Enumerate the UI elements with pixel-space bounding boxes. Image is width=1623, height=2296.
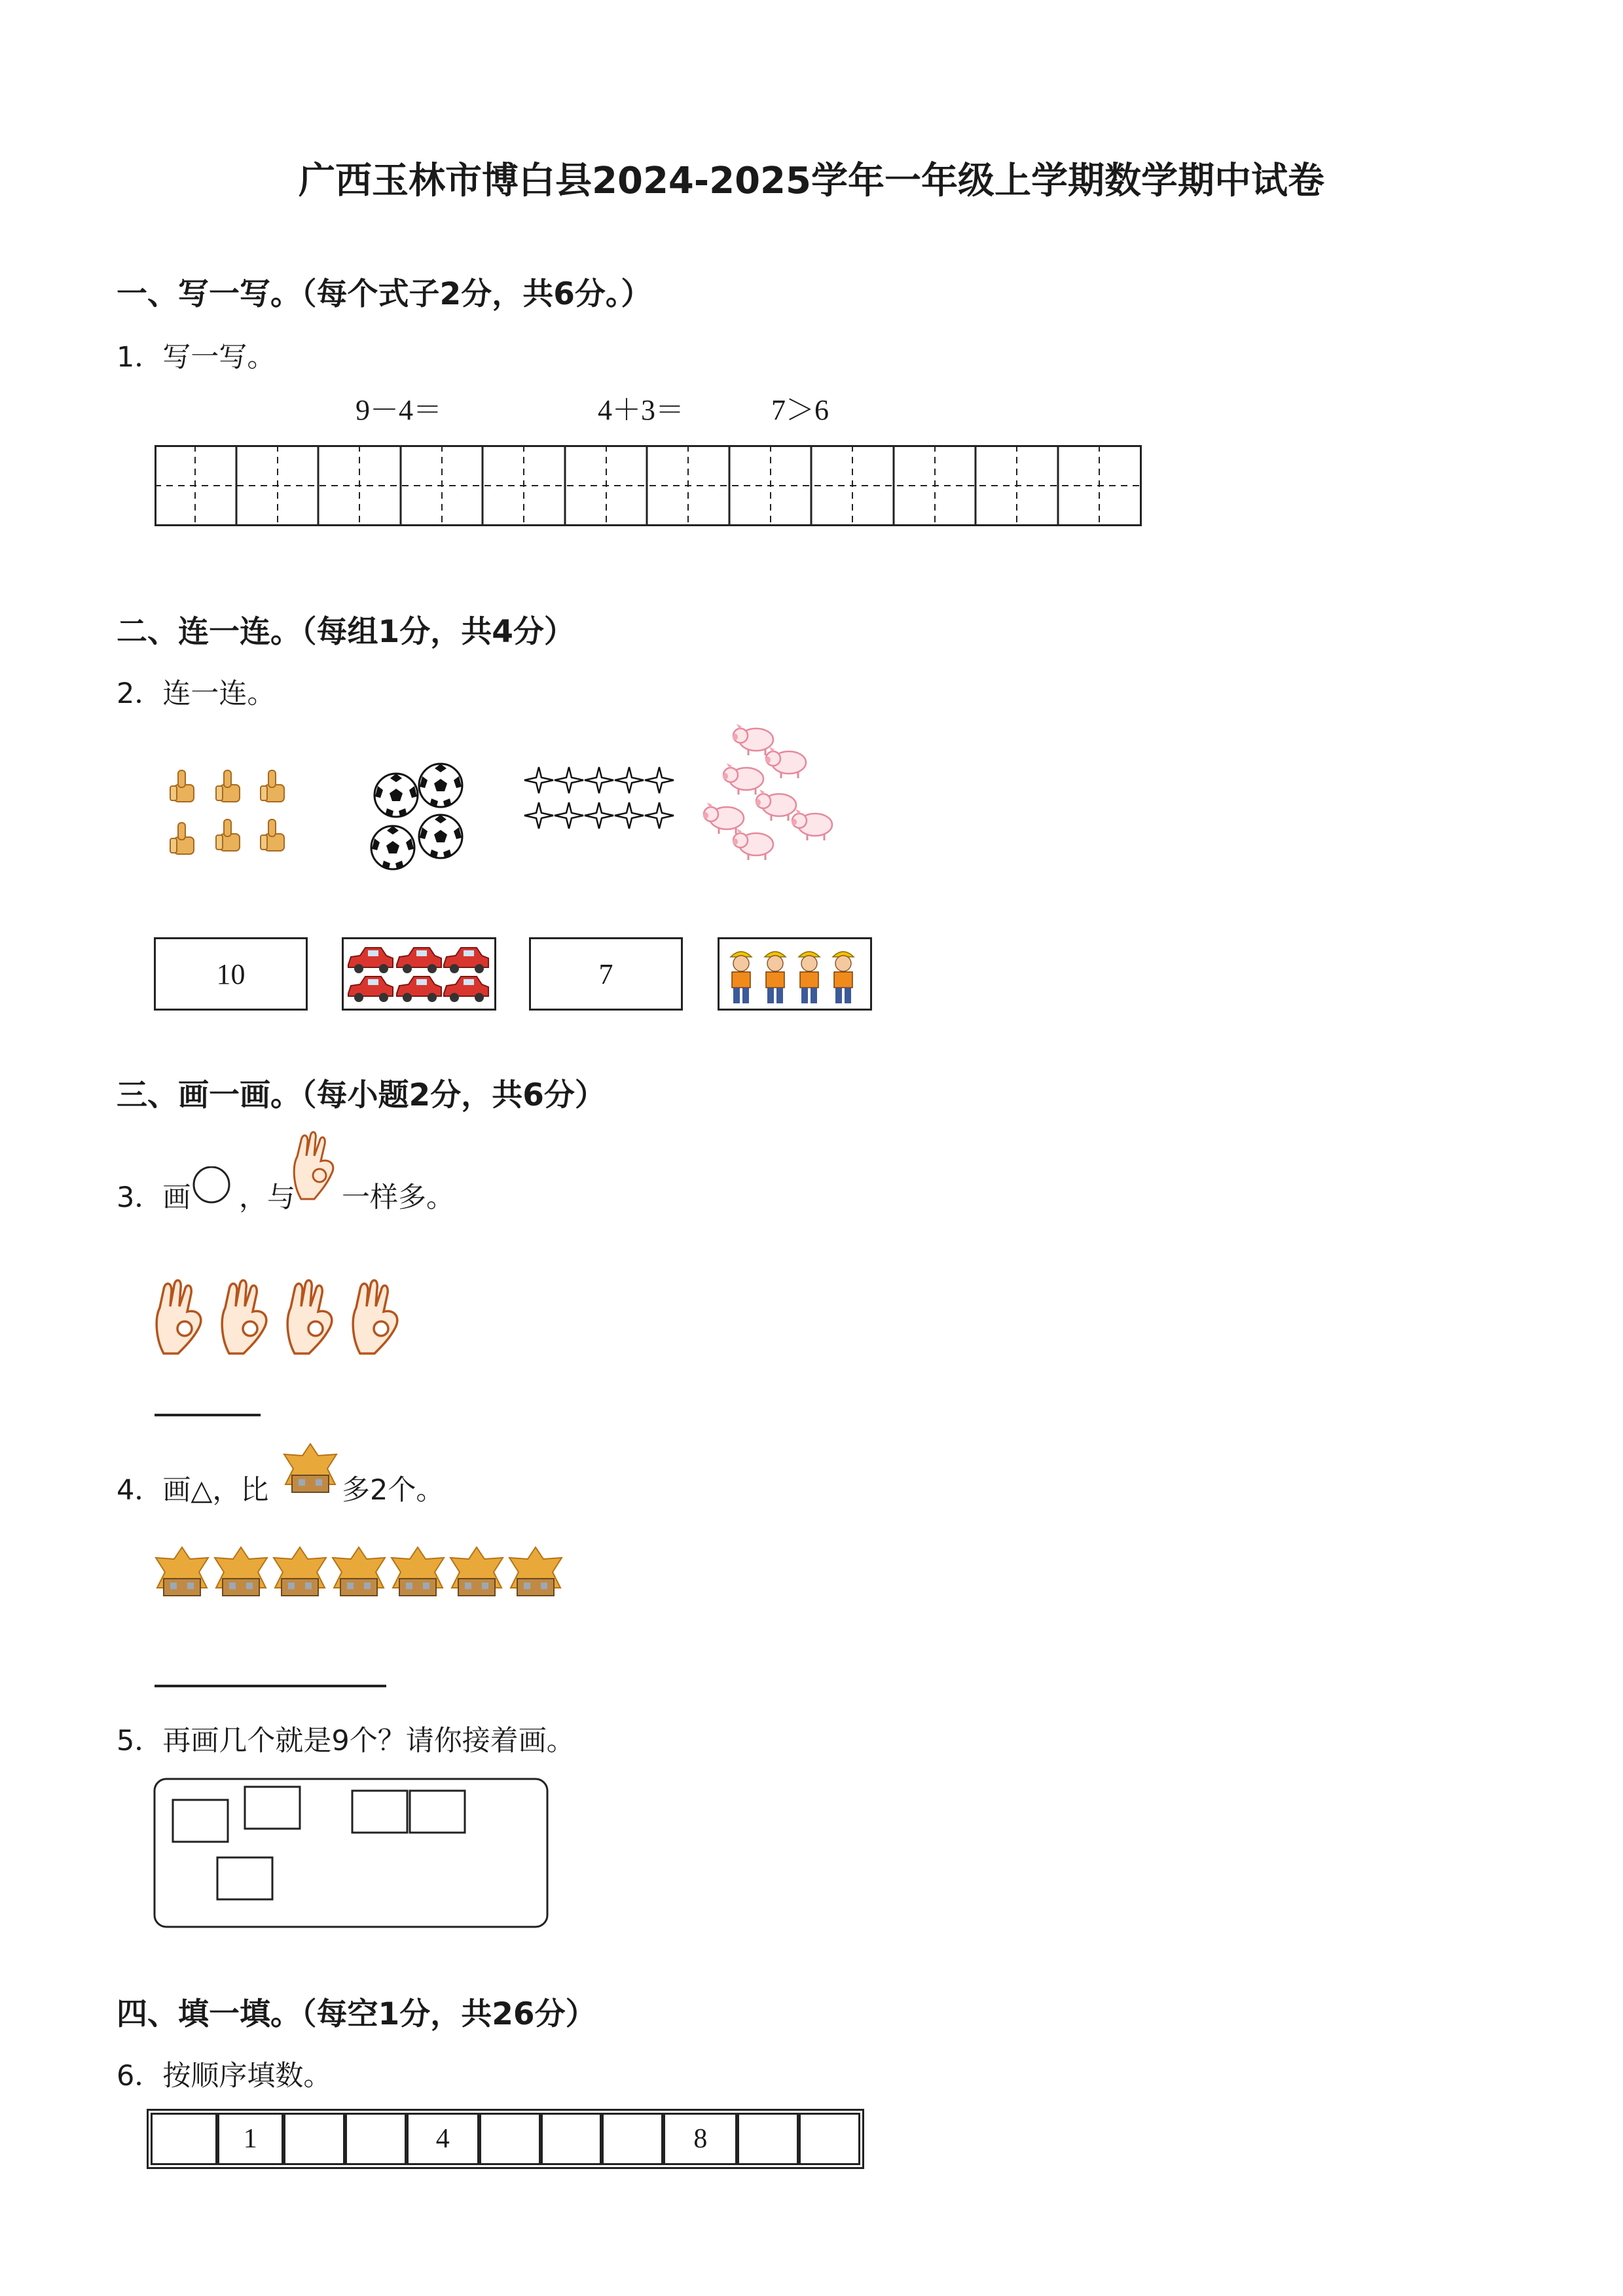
square-icon <box>217 1857 272 1899</box>
sequence-cell[interactable] <box>602 2113 663 2165</box>
house-icon <box>280 1440 340 1499</box>
soccer-ball-icon <box>374 774 418 817</box>
pig-icon <box>756 789 796 821</box>
soccer-ball-icon <box>419 764 462 807</box>
square-shapes <box>173 1787 465 1899</box>
ok-hand-icon <box>287 1280 332 1354</box>
sequence-cell[interactable]: 1 <box>217 2113 284 2165</box>
star-group[interactable] <box>520 759 691 838</box>
workers-box[interactable] <box>718 937 872 1011</box>
star-icon <box>615 802 644 829</box>
pig-icon <box>733 829 773 860</box>
star-icon <box>645 802 674 829</box>
square-icon <box>245 1787 300 1829</box>
section-heading-1: 一、写一写。（每个式子2分，共6分。） <box>117 276 652 312</box>
page-title: 广西玉林市博白县2024-2025学年一年级上学期数学期中试卷 <box>299 160 1324 202</box>
answer-box-number-10[interactable]: 10 <box>154 937 308 1011</box>
house-icon <box>274 1547 326 1596</box>
expression-2: 4＋3＝ <box>598 394 684 426</box>
star-icon <box>645 767 674 793</box>
pig-icon <box>733 724 773 755</box>
house-icon <box>333 1547 385 1596</box>
house-icon <box>156 1547 208 1596</box>
expression-1: 9－4＝ <box>356 394 442 426</box>
ok-hand-icon <box>222 1280 266 1354</box>
question-1-label: 1．写一写。 <box>117 341 276 374</box>
house-icon <box>450 1547 503 1596</box>
section-heading-2: 二、连一连。（每组1分，共4分） <box>117 614 575 650</box>
question-4-prefix: 4．画△，比 <box>117 1474 269 1507</box>
sequence-cell[interactable]: 8 <box>663 2113 737 2165</box>
soccer-ball-group[interactable] <box>363 759 481 877</box>
ok-hand-icon <box>156 1280 201 1354</box>
sequence-cell[interactable] <box>283 2113 345 2165</box>
sequence-cell[interactable]: 4 <box>407 2113 479 2165</box>
question-3-middle: ，与 <box>239 1181 295 1214</box>
star-icon <box>555 802 583 829</box>
thumbs-up-icon <box>261 819 284 851</box>
answer-line-q4[interactable] <box>155 1685 386 1687</box>
answer-box-number-7[interactable]: 7 <box>529 937 683 1011</box>
answer-line-q3[interactable] <box>155 1414 261 1416</box>
star-icon <box>585 767 613 793</box>
thumbs-up-group[interactable] <box>164 762 308 874</box>
question-5-label: 5．再画几个就是9个？请你接着画。 <box>117 1725 575 1757</box>
section-heading-4: 四、填一填。（每空1分，共26分） <box>117 1996 596 2032</box>
sequence-cell[interactable] <box>151 2113 217 2165</box>
thumbs-up-icon <box>261 770 284 802</box>
pig-icon <box>792 809 832 840</box>
star-icon <box>555 767 583 793</box>
square-icon <box>410 1791 465 1833</box>
square-icon <box>173 1800 228 1842</box>
thumbs-up-icon <box>170 770 194 802</box>
sequence-cell[interactable] <box>479 2113 541 2165</box>
ok-hand-icon <box>288 1127 340 1204</box>
house-icon <box>392 1547 444 1596</box>
star-icon <box>615 767 644 793</box>
section-heading-3: 三、画一画。（每小题2分，共6分） <box>117 1077 606 1113</box>
sequence-cell[interactable] <box>345 2113 407 2165</box>
writing-grid[interactable] <box>155 445 1142 526</box>
question-2-label: 2．连一连。 <box>117 677 276 710</box>
question-6-label: 6．按顺序填数。 <box>117 2060 332 2092</box>
question-4-suffix: 多2个。 <box>342 1474 445 1507</box>
question-3-suffix: 一样多。 <box>342 1181 454 1214</box>
pig-group[interactable] <box>694 720 838 877</box>
ok-hand-group[interactable] <box>148 1270 423 1361</box>
ok-hand-icon <box>353 1280 397 1354</box>
soccer-ball-icon <box>371 826 414 869</box>
sequence-cell[interactable] <box>737 2113 799 2165</box>
cars-box[interactable] <box>342 937 496 1011</box>
expression-3: 7＞6 <box>771 394 829 426</box>
sequence-cell[interactable] <box>799 2113 860 2165</box>
star-icon <box>585 802 613 829</box>
pig-icon <box>703 802 744 834</box>
drawing-area-q5[interactable] <box>153 1778 549 1928</box>
house-icon <box>509 1547 562 1596</box>
house-icon <box>215 1547 267 1596</box>
star-icon <box>524 802 553 829</box>
house-group[interactable] <box>152 1538 577 1604</box>
sequence-cell[interactable] <box>541 2113 602 2165</box>
thumbs-up-icon <box>170 823 194 854</box>
pig-icon <box>723 763 763 795</box>
question-3-prefix: 3．画 <box>117 1181 191 1214</box>
number-sequence-table <box>147 2109 864 2169</box>
thumbs-up-icon <box>216 819 240 851</box>
pig-icon <box>765 747 806 778</box>
star-icon <box>524 767 553 793</box>
circle-icon <box>190 1166 236 1206</box>
thumbs-up-icon <box>216 770 240 802</box>
square-icon <box>352 1791 407 1833</box>
soccer-ball-icon <box>419 815 462 858</box>
